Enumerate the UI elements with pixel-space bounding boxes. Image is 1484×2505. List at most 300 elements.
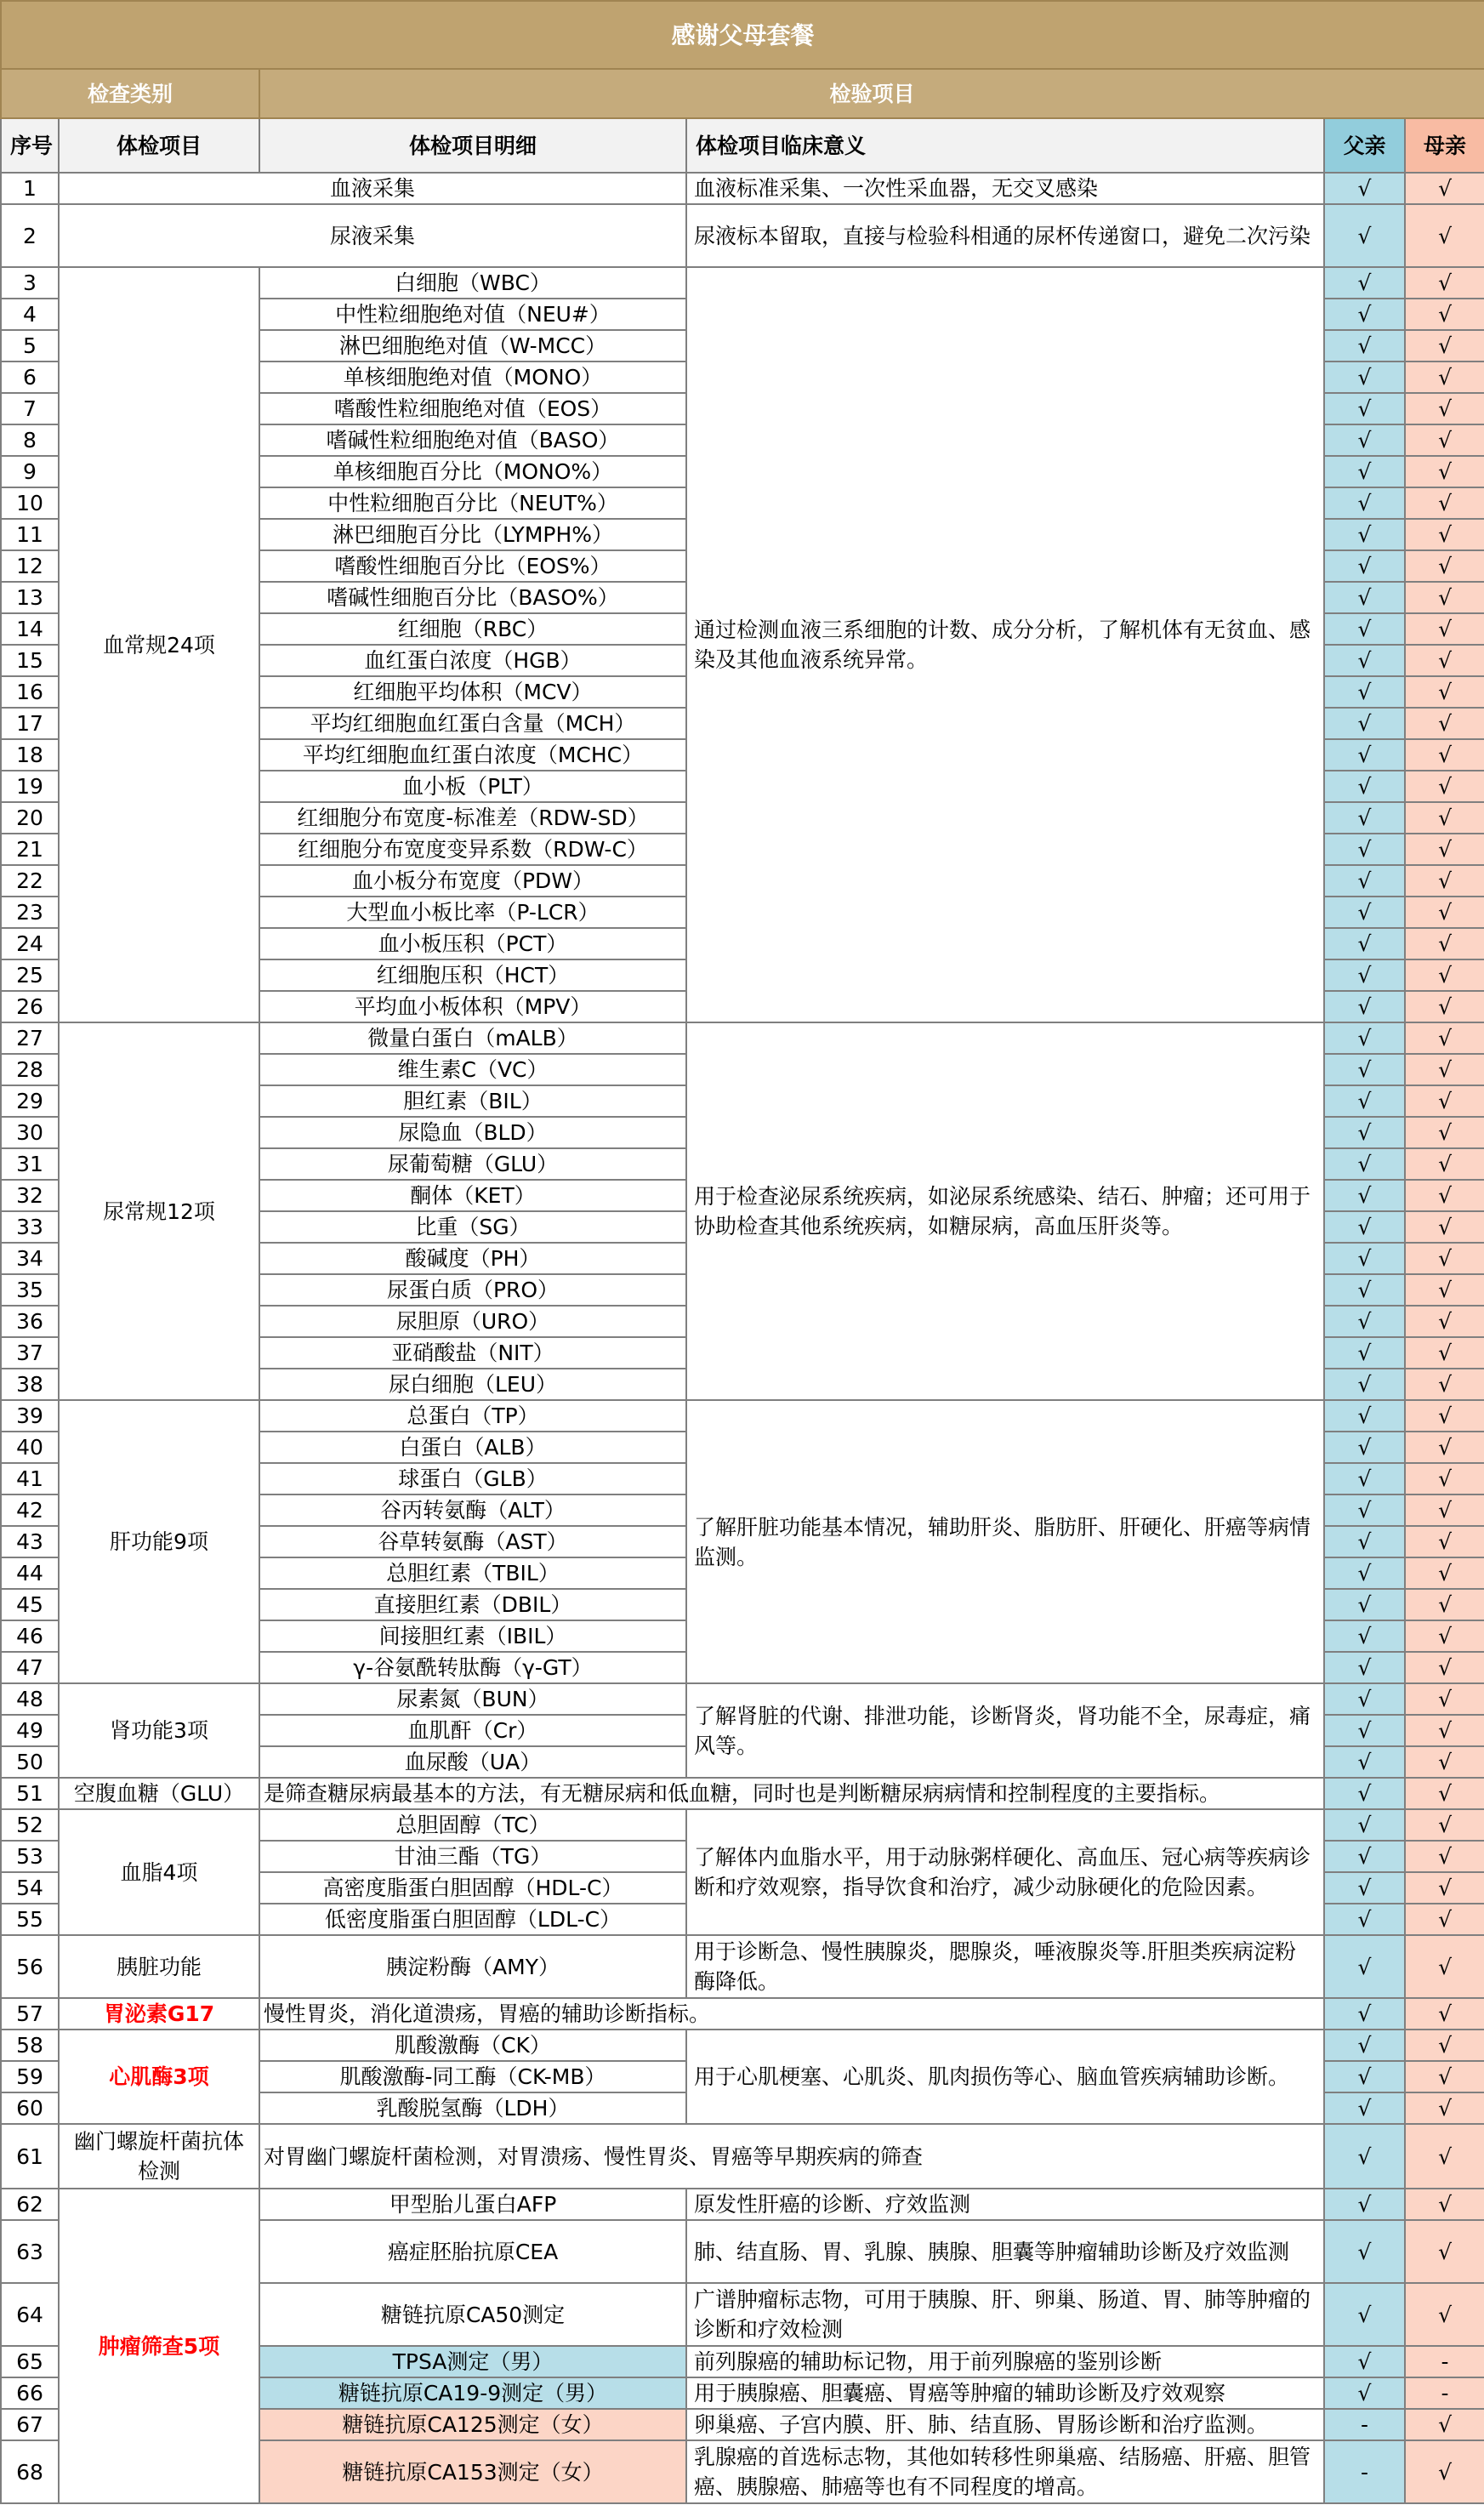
column-header-detail: 体检项目明细: [259, 118, 686, 173]
father-check: √: [1324, 1557, 1405, 1589]
row-no: 12: [1, 550, 59, 582]
table-row: [1, 1400, 1484, 1432]
row-detail: 嗜碱性细胞百分比（BASO%）: [259, 582, 686, 613]
father-check: √: [1324, 1652, 1405, 1683]
mother-check: √: [1405, 1117, 1484, 1148]
row-detail: 单核细胞绝对值（MONO）: [259, 362, 686, 393]
mother-check: √: [1405, 739, 1484, 771]
mother-check: √: [1405, 1998, 1484, 2030]
row-no: 30: [1, 1117, 59, 1148]
mother-check: √: [1405, 1589, 1484, 1620]
row-no: 50: [1, 1746, 59, 1778]
father-check: -: [1324, 2409, 1405, 2440]
father-check: √: [1324, 1211, 1405, 1243]
mother-check: √: [1405, 959, 1484, 991]
item-cardiac-enzymes: 心肌酶3项: [59, 2030, 259, 2124]
row-no: 10: [1, 487, 59, 519]
mother-check: √: [1405, 1337, 1484, 1369]
mother-check: √: [1405, 1054, 1484, 1085]
row-detail: 中性粒细胞百分比（NEUT%）: [259, 487, 686, 519]
mother-check: √: [1405, 1935, 1484, 1998]
row-detail: 尿液采集: [59, 204, 686, 267]
row-no: 18: [1, 739, 59, 771]
meaning-cardiac-enzymes: 用于心肌梗塞、心肌炎、肌肉损伤等心、脑血管疾病辅助诊断。: [686, 2030, 1324, 2124]
father-check: √: [1324, 1589, 1405, 1620]
mother-check: √: [1405, 1369, 1484, 1400]
column-header-father: 父亲: [1324, 118, 1405, 173]
father-check: √: [1324, 456, 1405, 487]
row-detail: γ-谷氨酰转肽酶（γ-GT）: [259, 1652, 686, 1683]
mother-check: √: [1405, 1841, 1484, 1872]
table-row: [1, 1022, 1484, 1054]
table-row: [1, 1778, 1484, 1809]
row-no: 34: [1, 1243, 59, 1274]
mother-check: √: [1405, 1243, 1484, 1274]
item-blood-lipids: 血脂4项: [59, 1809, 259, 1935]
father-check: √: [1324, 330, 1405, 362]
row-detail: TPSA测定（男）: [259, 2346, 686, 2377]
father-check: √: [1324, 1274, 1405, 1306]
row-detail: 红细胞压积（HCT）: [259, 959, 686, 991]
row-detail: 糖链抗原CA125测定（女）: [259, 2409, 686, 2440]
mother-check: √: [1405, 1463, 1484, 1494]
father-check: √: [1324, 991, 1405, 1022]
father-check: √: [1324, 2092, 1405, 2124]
mother-check: √: [1405, 1872, 1484, 1904]
row-no: 8: [1, 424, 59, 456]
row-no: 23: [1, 897, 59, 928]
row-no: 64: [1, 2283, 59, 2346]
mother-check: √: [1405, 1715, 1484, 1746]
table-row: [1, 2030, 1484, 2061]
father-check: √: [1324, 645, 1405, 676]
father-check: √: [1324, 1904, 1405, 1935]
row-no: 63: [1, 2220, 59, 2283]
father-check: √: [1324, 1148, 1405, 1180]
row-detail: 嗜酸性粒细胞绝对值（EOS）: [259, 393, 686, 424]
table-row: [1, 267, 1484, 299]
row-detail: 尿素氮（BUN）: [259, 1683, 686, 1715]
table-row: [1, 2124, 1484, 2189]
meaning-kidney-function: 了解肾脏的代谢、排泄功能，诊断肾炎，肾功能不全，尿毒症，痛风等。: [686, 1683, 1324, 1778]
row-meaning: 卵巢癌、子宫内膜、肝、肺、结直肠、胃肠诊断和治疗监测。: [686, 2409, 1324, 2440]
row-no: 52: [1, 1809, 59, 1841]
father-check: √: [1324, 173, 1405, 204]
row-no: 59: [1, 2061, 59, 2092]
row-no: 39: [1, 1400, 59, 1432]
item-liver-function: 肝功能9项: [59, 1400, 259, 1683]
row-meaning: 前列腺癌的辅助标记物，用于前列腺癌的鉴别诊断: [686, 2346, 1324, 2377]
row-meaning: 用于诊断急、慢性胰腺炎，腮腺炎，唾液腺炎等.肝胆类疾病淀粉酶降低。: [686, 1935, 1324, 1998]
row-detail: 尿白细胞（LEU）: [259, 1369, 686, 1400]
father-check: √: [1324, 1337, 1405, 1369]
row-meaning: 广谱肿瘤标志物，可用于胰腺、肝、卵巢、肠道、胃、肺等肿瘤的诊断和疗效检测: [686, 2283, 1324, 2346]
mother-check: √: [1405, 1400, 1484, 1432]
row-detail: 间接胆红素（IBIL）: [259, 1620, 686, 1652]
row-detail: 血尿酸（UA）: [259, 1746, 686, 1778]
check-category-header: 检查类别: [1, 69, 259, 118]
mother-check: √: [1405, 1778, 1484, 1809]
father-check: √: [1324, 959, 1405, 991]
mother-check: √: [1405, 2030, 1484, 2061]
row-detail: 血小板分布宽度（PDW）: [259, 865, 686, 897]
row-detail: 高密度脂蛋白胆固醇（HDL-C）: [259, 1872, 686, 1904]
row-no: 14: [1, 613, 59, 645]
father-check: √: [1324, 676, 1405, 708]
row-detail: 甲型胎儿蛋白AFP: [259, 2189, 686, 2220]
test-items-header: 检验项目: [259, 69, 1484, 118]
row-no: 21: [1, 834, 59, 865]
row-meaning: 是筛查糖尿病最基本的方法，有无糖尿病和低血糖，同时也是判断糖尿病病情和控制程度的主要指标。: [259, 1778, 1324, 1809]
father-check: √: [1324, 865, 1405, 897]
mother-check: √: [1405, 1494, 1484, 1526]
row-no: 1: [1, 173, 59, 204]
row-detail: 平均血小板体积（MPV）: [259, 991, 686, 1022]
mother-check: √: [1405, 456, 1484, 487]
column-header-item: 体检项目: [59, 118, 259, 173]
father-check: √: [1324, 519, 1405, 550]
row-no: 53: [1, 1841, 59, 1872]
row-meaning: 慢性胃炎，消化道溃疡，胃癌的辅助诊断指标。: [259, 1998, 1324, 2030]
row-detail: 淋巴细胞绝对值（W-MCC）: [259, 330, 686, 362]
father-check: -: [1324, 2440, 1405, 2503]
mother-check: √: [1405, 676, 1484, 708]
mother-check: √: [1405, 204, 1484, 267]
row-no: 67: [1, 2409, 59, 2440]
father-check: √: [1324, 2220, 1405, 2283]
mother-check: √: [1405, 802, 1484, 834]
row-detail: 酮体（KET）: [259, 1180, 686, 1211]
row-detail: 红细胞分布宽度-标准差（RDW-SD）: [259, 802, 686, 834]
row-no: 48: [1, 1683, 59, 1715]
row-detail: 大型血小板比率（P-LCR）: [259, 897, 686, 928]
item-pancreas-function: 胰脏功能: [59, 1935, 259, 1998]
father-check: √: [1324, 1620, 1405, 1652]
father-check: √: [1324, 582, 1405, 613]
father-check: √: [1324, 1054, 1405, 1085]
row-detail: 尿葡萄糖（GLU）: [259, 1148, 686, 1180]
mother-check: √: [1405, 708, 1484, 739]
row-meaning: 用于胰腺癌、胆囊癌、胃癌等肿瘤的辅助诊断及疗效观察: [686, 2377, 1324, 2409]
mother-check: √: [1405, 2189, 1484, 2220]
row-no: 25: [1, 959, 59, 991]
father-check: √: [1324, 1117, 1405, 1148]
father-check: √: [1324, 708, 1405, 739]
father-check: √: [1324, 1369, 1405, 1400]
mother-check: √: [1405, 487, 1484, 519]
row-no: 49: [1, 1715, 59, 1746]
mother-check: √: [1405, 2124, 1484, 2189]
mother-check: √: [1405, 1085, 1484, 1117]
row-no: 26: [1, 991, 59, 1022]
row-detail: 酸碱度（PH）: [259, 1243, 686, 1274]
father-check: √: [1324, 2346, 1405, 2377]
mother-check: √: [1405, 550, 1484, 582]
mother-check: √: [1405, 1652, 1484, 1683]
father-check: √: [1324, 267, 1405, 299]
row-no: 61: [1, 2124, 59, 2189]
mother-check: √: [1405, 645, 1484, 676]
row-detail: 总胆固醇（TC）: [259, 1809, 686, 1841]
father-check: √: [1324, 550, 1405, 582]
row-meaning: 肺、结直肠、胃、乳腺、胰腺、胆囊等肿瘤辅助诊断及疗效监测: [686, 2220, 1324, 2283]
row-no: 42: [1, 1494, 59, 1526]
row-detail: 微量白蛋白（mALB）: [259, 1022, 686, 1054]
mother-check: √: [1405, 1148, 1484, 1180]
row-detail: 尿蛋白质（PRO）: [259, 1274, 686, 1306]
row-detail: 糖链抗原CA19-9测定（男）: [259, 2377, 686, 2409]
row-detail: 糖链抗原CA50测定: [259, 2283, 686, 2346]
father-check: √: [1324, 1243, 1405, 1274]
mother-check: √: [1405, 1432, 1484, 1463]
row-detail: 球蛋白（GLB）: [259, 1463, 686, 1494]
father-check: √: [1324, 739, 1405, 771]
row-no: 24: [1, 928, 59, 959]
row-detail: 红细胞平均体积（MCV）: [259, 676, 686, 708]
father-check: √: [1324, 362, 1405, 393]
table-row: [1, 1683, 1484, 1715]
father-check: √: [1324, 1935, 1405, 1998]
row-no: 51: [1, 1778, 59, 1809]
row-no: 37: [1, 1337, 59, 1369]
row-no: 19: [1, 771, 59, 802]
row-no: 28: [1, 1054, 59, 1085]
mother-check: √: [1405, 1620, 1484, 1652]
row-meaning: 乳腺癌的首选标志物，其他如转移性卵巢癌、结肠癌、肝癌、胆管癌、胰腺癌、肺癌等也有不同程度的增高。: [686, 2440, 1324, 2503]
mother-check: √: [1405, 991, 1484, 1022]
mother-check: √: [1405, 1683, 1484, 1715]
mother-check: √: [1405, 362, 1484, 393]
row-detail: 血小板（PLT）: [259, 771, 686, 802]
meaning-blood-routine: 通过检测血液三系细胞的计数、成分分析，了解机体有无贫血、感染及其他血液系统异常。: [686, 267, 1324, 1022]
row-no: 4: [1, 299, 59, 330]
row-no: 62: [1, 2189, 59, 2220]
mother-check: √: [1405, 897, 1484, 928]
row-no: 2: [1, 204, 59, 267]
row-detail: 总蛋白（TP）: [259, 1400, 686, 1432]
mother-check: √: [1405, 1746, 1484, 1778]
row-no: 68: [1, 2440, 59, 2503]
row-detail: 白蛋白（ALB）: [259, 1432, 686, 1463]
row-detail: 乳酸脱氢酶（LDH）: [259, 2092, 686, 2124]
row-detail: 谷草转氨酶（AST）: [259, 1526, 686, 1557]
table-row: [1, 204, 1484, 267]
mother-check: √: [1405, 424, 1484, 456]
mother-check: -: [1405, 2346, 1484, 2377]
mother-check: √: [1405, 2061, 1484, 2092]
row-no: 27: [1, 1022, 59, 1054]
item-h-pylori: 幽门螺旋杆菌抗体检测: [59, 2124, 259, 2189]
row-no: 66: [1, 2377, 59, 2409]
row-no: 33: [1, 1211, 59, 1243]
father-check: √: [1324, 299, 1405, 330]
father-check: √: [1324, 1841, 1405, 1872]
meaning-urine-routine: 用于检查泌尿系统疾病，如泌尿系统感染、结石、肿瘤；还可用于协助检查其他系统疾病，如糖尿病，高血压肝炎等。: [686, 1022, 1324, 1400]
mother-check: √: [1405, 771, 1484, 802]
father-check: √: [1324, 897, 1405, 928]
mother-check: √: [1405, 1211, 1484, 1243]
mother-check: √: [1405, 865, 1484, 897]
table-row: [1, 173, 1484, 204]
row-detail: 血红蛋白浓度（HGB）: [259, 645, 686, 676]
row-detail: 红细胞分布宽度变异系数（RDW-C）: [259, 834, 686, 865]
father-check: √: [1324, 1526, 1405, 1557]
mother-check: √: [1405, 2440, 1484, 2503]
table-row: [1, 1998, 1484, 2030]
item-fasting-glucose: 空腹血糖（GLU）: [59, 1778, 259, 1809]
mother-check: √: [1405, 267, 1484, 299]
father-check: √: [1324, 771, 1405, 802]
row-no: 60: [1, 2092, 59, 2124]
row-detail: 糖链抗原CA153测定（女）: [259, 2440, 686, 2503]
row-no: 57: [1, 1998, 59, 2030]
father-check: √: [1324, 1778, 1405, 1809]
row-no: 40: [1, 1432, 59, 1463]
mother-check: √: [1405, 1526, 1484, 1557]
row-detail: 血液采集: [59, 173, 686, 204]
father-check: √: [1324, 834, 1405, 865]
row-detail: 胆红素（BIL）: [259, 1085, 686, 1117]
row-detail: 嗜酸性细胞百分比（EOS%）: [259, 550, 686, 582]
father-check: √: [1324, 204, 1405, 267]
mother-check: √: [1405, 1274, 1484, 1306]
row-no: 7: [1, 393, 59, 424]
row-detail: 肌酸激酶（CK）: [259, 2030, 686, 2061]
mother-check: √: [1405, 1557, 1484, 1589]
column-header-meaning: 体检项目临床意义: [686, 118, 1324, 173]
row-no: 17: [1, 708, 59, 739]
father-check: √: [1324, 2377, 1405, 2409]
row-no: 36: [1, 1306, 59, 1337]
father-check: √: [1324, 1022, 1405, 1054]
meaning-blood-lipids: 了解体内血脂水平，用于动脉粥样硬化、高血压、冠心病等疾病诊断和疗效观察，指导饮食和治疗，减少动脉硬化的危险因素。: [686, 1809, 1324, 1935]
row-detail: 癌症胚胎抗原CEA: [259, 2220, 686, 2283]
row-no: 31: [1, 1148, 59, 1180]
father-check: √: [1324, 1746, 1405, 1778]
mother-check: √: [1405, 393, 1484, 424]
mother-check: √: [1405, 2409, 1484, 2440]
row-no: 58: [1, 2030, 59, 2061]
mother-check: √: [1405, 2092, 1484, 2124]
row-meaning: 血液标准采集、一次性采血器，无交叉感染: [686, 173, 1324, 204]
row-no: 56: [1, 1935, 59, 1998]
row-no: 16: [1, 676, 59, 708]
row-detail: 甘油三酯（TG）: [259, 1841, 686, 1872]
mother-check: √: [1405, 582, 1484, 613]
mother-check: √: [1405, 1306, 1484, 1337]
item-blood-routine: 血常规24项: [59, 267, 259, 1022]
row-detail: 嗜碱性粒细胞绝对值（BASO）: [259, 424, 686, 456]
mother-check: -: [1405, 2377, 1484, 2409]
row-no: 11: [1, 519, 59, 550]
mother-check: √: [1405, 1180, 1484, 1211]
row-meaning: 尿液标本留取，直接与检验科相通的尿杯传递窗口，避免二次污染: [686, 204, 1324, 267]
row-no: 47: [1, 1652, 59, 1683]
row-no: 46: [1, 1620, 59, 1652]
father-check: √: [1324, 1432, 1405, 1463]
father-check: √: [1324, 487, 1405, 519]
father-check: √: [1324, 613, 1405, 645]
row-detail: 血小板压积（PCT）: [259, 928, 686, 959]
father-check: √: [1324, 802, 1405, 834]
father-check: √: [1324, 1872, 1405, 1904]
row-no: 41: [1, 1463, 59, 1494]
mother-check: √: [1405, 613, 1484, 645]
mother-check: √: [1405, 2220, 1484, 2283]
row-no: 54: [1, 1872, 59, 1904]
father-check: √: [1324, 1998, 1405, 2030]
mother-check: √: [1405, 834, 1484, 865]
father-check: √: [1324, 1809, 1405, 1841]
row-no: 45: [1, 1589, 59, 1620]
father-check: √: [1324, 2283, 1405, 2346]
row-meaning: 原发性肝癌的诊断、疗效监测: [686, 2189, 1324, 2220]
table-body: [1, 1, 1484, 2503]
row-detail: 谷丙转氨酶（ALT）: [259, 1494, 686, 1526]
row-detail: 单核细胞百分比（MONO%）: [259, 456, 686, 487]
row-detail: 平均红细胞血红蛋白浓度（MCHC）: [259, 739, 686, 771]
father-check: √: [1324, 1180, 1405, 1211]
row-no: 55: [1, 1904, 59, 1935]
row-detail: 比重（SG）: [259, 1211, 686, 1243]
row-detail: 白细胞（WBC）: [259, 267, 686, 299]
mother-check: √: [1405, 173, 1484, 204]
father-check: √: [1324, 1463, 1405, 1494]
row-detail: 淋巴细胞百分比（LYMPH%）: [259, 519, 686, 550]
row-detail: 血肌酐（Cr）: [259, 1715, 686, 1746]
row-detail: 直接胆红素（DBIL）: [259, 1589, 686, 1620]
row-no: 65: [1, 2346, 59, 2377]
row-no: 29: [1, 1085, 59, 1117]
father-check: √: [1324, 1400, 1405, 1432]
mother-check: √: [1405, 1022, 1484, 1054]
row-detail: 维生素C（VC）: [259, 1054, 686, 1085]
table-row: [1, 1809, 1484, 1841]
row-detail: 红细胞（RBC）: [259, 613, 686, 645]
father-check: √: [1324, 2124, 1405, 2189]
row-no: 44: [1, 1557, 59, 1589]
page-title: 感谢父母套餐: [1, 1, 1484, 69]
father-check: √: [1324, 1085, 1405, 1117]
row-no: 43: [1, 1526, 59, 1557]
father-check: √: [1324, 2030, 1405, 2061]
table-row: [1, 1935, 1484, 1998]
row-detail: 中性粒细胞绝对值（NEU#）: [259, 299, 686, 330]
row-detail: 总胆红素（TBIL）: [259, 1557, 686, 1589]
mother-check: √: [1405, 1904, 1484, 1935]
father-check: √: [1324, 2061, 1405, 2092]
row-detail: 低密度脂蛋白胆固醇（LDL-C）: [259, 1904, 686, 1935]
row-detail: 胰淀粉酶（AMY）: [259, 1935, 686, 1998]
father-check: √: [1324, 1494, 1405, 1526]
row-detail: 尿胆原（URO）: [259, 1306, 686, 1337]
table-row: [1, 2189, 1484, 2220]
row-detail: 肌酸激酶-同工酶（CK-MB）: [259, 2061, 686, 2092]
father-check: √: [1324, 1306, 1405, 1337]
row-no: 35: [1, 1274, 59, 1306]
father-check: √: [1324, 928, 1405, 959]
row-no: 32: [1, 1180, 59, 1211]
mother-check: √: [1405, 519, 1484, 550]
row-detail: 亚硝酸盐（NIT）: [259, 1337, 686, 1369]
item-gastrin-g17: 胃泌素G17: [59, 1998, 259, 2030]
row-no: 15: [1, 645, 59, 676]
row-no: 3: [1, 267, 59, 299]
row-detail: 尿隐血（BLD）: [259, 1117, 686, 1148]
father-check: √: [1324, 1715, 1405, 1746]
row-no: 9: [1, 456, 59, 487]
mother-check: √: [1405, 2283, 1484, 2346]
